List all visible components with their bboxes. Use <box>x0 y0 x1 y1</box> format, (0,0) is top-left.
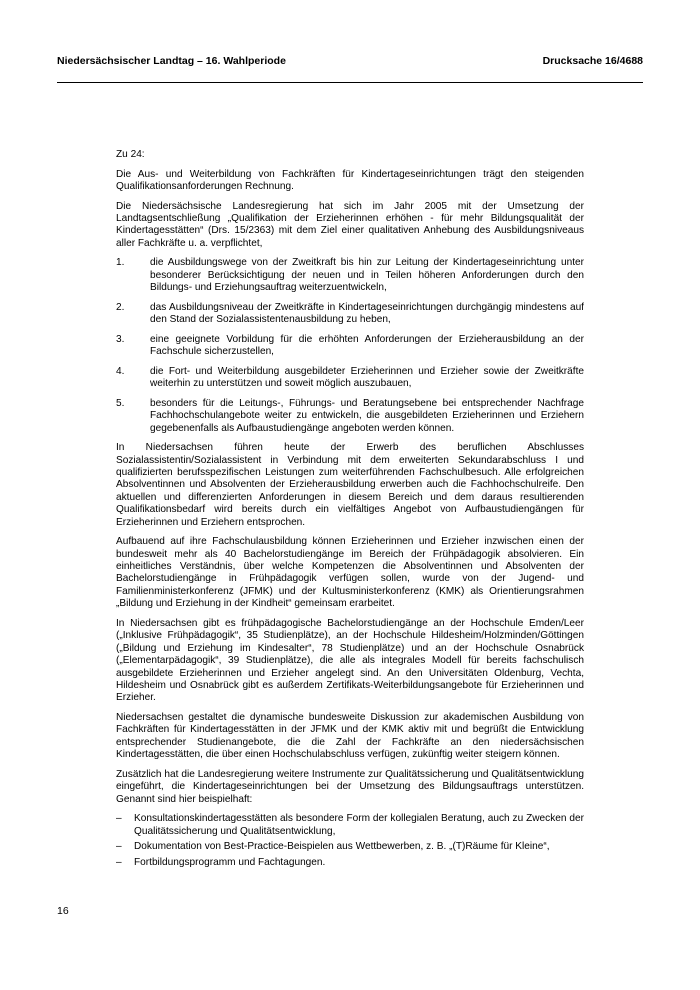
list-number: 5. <box>116 397 125 409</box>
list-number: 4. <box>116 365 125 377</box>
bullet-list-item <box>116 857 584 869</box>
list-number: 1. <box>116 257 125 269</box>
list-item-text: besonders für die Leitungs-, Führungs- und Beratungsebene bei entsprechender Nachfrage Fachhochschulangebote weiter zu entwickeln, die ausgebildeten Erzieherinnen und Erziehern gegebenenfalls als Aufbaustudiengänge angeboten werden können. <box>150 397 584 434</box>
header-parliament: Niedersächsischer Landtag – 16. Wahlperiode <box>57 55 286 67</box>
list-item-text: Dokumentation von Best-Practice-Beispielen aus Wettbewerben, z. B. „(T)Räume für Kleine“, <box>134 841 550 853</box>
list-item-text: eine geeignete Vorbildung für die erhöhten Anforderungen der Erzieherausbildung an der Fachschule sicherzustellen, <box>150 333 584 358</box>
numbered-list-item <box>116 257 584 294</box>
bullet-list-item <box>116 813 584 838</box>
paragraph: In Niedersachsen gibt es frühpädagogische Bachelorstudiengänge an der Hochschule Emden/Leer („Inklusive Frühpädagogik“, 35 Studienplätze), an der Hochschule Hildesheim/Holzminden/Göttingen („Bildung und Erziehung im Kindesalter“, 78 Studienplätze) und an der Hochschule Osnabrück („Elementarpädagogik“, 39 Studienplätze), die alle als integrales Modell für bereits fachschulisch ausgebildete Erzieherinnen und Erzieher angelegt sind. An den Universitäten Oldenburg, Vechta, Hildesheim und Osnabrück gibt es außerdem Zertifikats-Weiterbildungsangebote für Erzieherinnen und Erzieher. <box>116 617 584 704</box>
page-number: 16 <box>57 905 69 917</box>
numbered-list-item <box>116 366 584 391</box>
bullet-list-item <box>116 841 584 853</box>
paragraph: Zusätzlich hat die Landesregierung weitere Instrumente zur Qualitätssicherung und Qualitätsentwicklung eingeführt, die Kindertageseinrichtungen bei der Umsetzung des Bildungsauftrags unterstützen. Genannt sind hier beispielhaft: <box>116 768 584 805</box>
list-item-text: die Ausbildungswege von der Zweitkraft bis hin zur Leitung der Kindertageseinrichtung unter besonderer Berücksichtigung der neuen und in Teilen höheren Anforderungen durch den Bildungs- und Erziehungsauftrag weiterzuentwickeln, <box>150 257 584 294</box>
dash-bullet: – <box>116 841 122 853</box>
numbered-list-item <box>116 334 584 359</box>
dash-bullet: – <box>116 857 122 869</box>
section-heading: Zu 24: <box>116 149 145 160</box>
paragraph: Niedersachsen gestaltet die dynamische bundesweite Diskussion zur akademischen Ausbildung von Fachkräften für Kindertagesstätten in der JFMK und der KMK aktiv mit und begrüßt die Entwicklung entsprechender Studienangebote, die die Zahl der Fachkräfte an den niedersächsischen Kindertagesstätten, die über einen Hochschulabschluss verfügen, zukünftig weiter steigern können. <box>116 711 584 761</box>
numbered-list-item <box>116 398 584 435</box>
header-divider <box>57 82 643 83</box>
list-item-text: die Fort- und Weiterbildung ausgebildeter Erzieherinnen und Erzieher sowie der Zweitkräfte weiterhin zu unterstützen und soweit möglich auszubauen, <box>150 365 584 390</box>
numbered-list-item <box>116 302 584 327</box>
list-item-text: Konsultationskindertagesstätten als besondere Form der kollegialen Beratung, auch zu Zwecken der Qualitätssicherung und Qualitätsentwicklung, <box>134 813 584 837</box>
numbered-list <box>116 257 584 435</box>
page-header <box>57 55 643 75</box>
list-item-text: das Ausbildungsniveau der Zweitkräfte in Kindertageseinrichtungen durchgängig mindestens auf den Stand der Sozialassistentenausbildung zu heben, <box>150 301 584 326</box>
paragraph: Die Niedersächsische Landesregierung hat sich im Jahr 2005 mit der Umsetzung der Landtagsentschließung „Qualifikation der Erzieherinnen erhöhen - für mehr Bildungsqualität der Kindertagesstätten“ (Drs. 15/2363) mit dem Ziel einer qualitativen Anhebung des Ausbildungsniveaus aller Fachkräfte u. a. verpflichtet, <box>116 200 584 249</box>
dash-bullet: – <box>116 813 122 825</box>
bullet-list <box>116 813 584 869</box>
paragraph: In Niedersachsen führen heute der Erwerb des beruflichen Abschlusses Sozialassistentin/Sozialassistent in Verbindung mit dem erweiterten Sekundarabschluss I und qualifizierten berufsspezifischen Leistungen zum weiterführenden Fachschulbesuch. Alle erfolgreichen Absolventinnen und Absolventen der Erzieherausbildung erwerben auch die Fachhochschulreife. Den aktuellen und differenzierten Anforderungen in diesem Bereich und dem daraus resultierenden Qualifikationsbedarf wird bereits durch ein vielfältiges Angebot von Aufbaustudiengängen für Erzieherinnen und Erziehern entsprochen. <box>116 442 584 528</box>
paragraph: Aufbauend auf ihre Fachschulausbildung können Erzieherinnen und Erzieher inzwischen einen der bundesweit mehr als 40 Bachelorstudiengänge im Bereich der Frühpädagogik absolvieren. Ein einheitliches Verständnis, über welche Kompetenzen die Absolventinnen und Absolventen der Bachelorstudiengänge in Frühpädagogik verfügen sollen, wurde von der Jugend- und Familienministerkonferenz (JFMK) und der Kultusministerkonferenz (KMK) als Orientierungsrahmen „Bildung und Erziehung in der Kindheit“ gemeinsam erarbeitet. <box>116 536 584 610</box>
list-item-text: Fortbildungsprogramm und Fachtagungen. <box>134 857 326 869</box>
document-body <box>116 149 584 873</box>
list-number: 2. <box>116 301 125 313</box>
list-number: 3. <box>116 333 125 345</box>
paragraph: Die Aus- und Weiterbildung von Fachkräften für Kindertageseinrichtungen trägt den steigenden Qualifikationsanforderungen Rechnung. <box>116 168 584 192</box>
header-document-number: Drucksache 16/4688 <box>542 55 643 67</box>
